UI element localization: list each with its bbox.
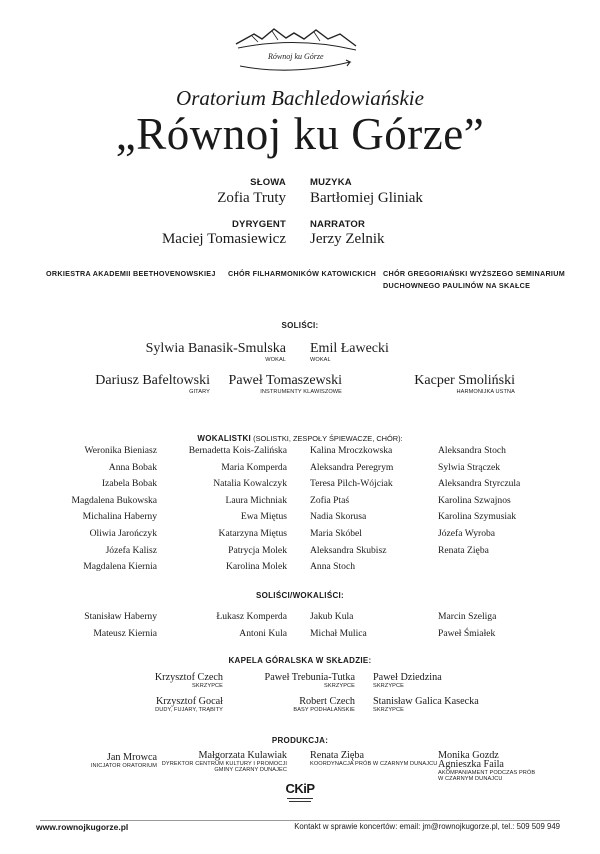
list-item: Aleksandra Skubisz — [310, 544, 387, 556]
conductor-label: DYRYGENT — [231, 219, 286, 230]
band-member-role: SKRZYPCE — [192, 683, 223, 689]
narrator-label: NARRATOR — [310, 219, 366, 230]
page-title: „Równoj ku Górze” — [115, 109, 485, 159]
band-member-name: Paweł Trebunia-Tutka — [264, 672, 355, 683]
logo — [232, 22, 362, 74]
list-item: Aleksandra Styrczula — [438, 478, 521, 490]
list-item: Jakub Kula — [310, 611, 354, 622]
production-entry — [160, 750, 287, 773]
soloist-entry — [310, 341, 389, 363]
soloists-heading: SOLIŚCI: — [281, 321, 319, 330]
band-member — [100, 696, 223, 713]
band-member — [220, 696, 355, 713]
music-label: MUZYKA — [310, 177, 352, 188]
production-role: W CZARNYM DUNAJCU — [438, 776, 503, 782]
soloists-vocal-col-3 — [310, 609, 435, 642]
list-item: Anna Bobak — [108, 461, 157, 473]
band-member-role: DUDY, FUJARY, TRĄBITY — [155, 707, 223, 713]
list-item: Paweł Śmiałek — [438, 627, 496, 639]
soloist-role: WOKAL — [310, 357, 331, 363]
soloist-role: WOKAL — [265, 357, 286, 363]
list-item: Kalina Mroczkowska — [310, 445, 393, 456]
vocalists-heading-sub: (SOLISTKI, ZESPOŁY ŚPIEWACZE, CHÓR): — [251, 434, 403, 443]
list-item: Michalina Haberny — [82, 511, 157, 523]
ckip-logo-line — [287, 798, 313, 799]
music-name: Bartłomiej Gliniak — [310, 190, 423, 206]
band-member-role: BASY PODHALAŃSKIE — [293, 707, 355, 713]
band-heading: KAPELA GÓRALSKA W SKŁADZIE: — [228, 656, 372, 665]
soloists-vocal-col-1 — [40, 609, 157, 642]
production-name: Małgorzata Kulawiak — [198, 750, 287, 761]
band-member-name: Stanisław Galica Kasecka — [373, 696, 479, 707]
soloist-entry — [60, 373, 210, 395]
subtitle: Oratorium Bachledowiańskie — [176, 86, 424, 110]
soloist-role: INSTRUMENTY KLAWISZOWE — [260, 389, 342, 395]
list-item: Patrycja Molek — [228, 544, 287, 556]
ensemble-choir: CHÓR FILHARMONIKÓW KATOWICKICH — [228, 269, 377, 278]
band-member-name: Robert Czech — [299, 696, 355, 707]
soloist-entry — [370, 373, 515, 395]
band-member-role: SKRZYPCE — [373, 707, 404, 713]
ckip-logo — [284, 782, 316, 808]
production-name: Jan Mrowca — [106, 752, 157, 763]
list-item: Ewa Miętus — [240, 511, 287, 523]
soloist-role: HARMONIJKA USTNA — [456, 389, 515, 395]
soloist-entry — [110, 341, 286, 363]
list-item: Karolina Szwajnos — [438, 494, 511, 506]
soloist-name: Dariusz Bafeltowski — [95, 373, 210, 388]
list-item: Zofia Ptaś — [310, 494, 350, 506]
band-member — [100, 672, 223, 689]
list-item: Natalia Kowalczyk — [213, 478, 287, 490]
list-item: Karolina Molek — [225, 561, 287, 573]
list-item: Nadia Skorusa — [310, 511, 367, 523]
list-item: Oliwia Jarończyk — [89, 527, 157, 539]
vocalists-col-2 — [160, 443, 287, 576]
soloist-role: GITARY — [189, 389, 210, 395]
list-item: Aleksandra Peregrym — [310, 461, 394, 473]
words-name: Zofia Truty — [217, 190, 286, 206]
ensemble-gregorian-line1: CHÓR GREGORIAŃSKI WYŻSZEGO SEMINARIUM — [383, 269, 566, 278]
list-item: Marcin Szeliga — [438, 611, 497, 622]
production-role: DYREKTOR CENTRUM KULTURY I PROMOCJI — [161, 761, 287, 767]
list-item: Antoni Kula — [239, 627, 287, 639]
band-member — [373, 672, 442, 689]
soloists-vocal-heading: SOLIŚCI/WOKALIŚCI: — [255, 591, 345, 600]
list-item: Michał Mulica — [310, 627, 367, 639]
production-entry — [438, 750, 535, 782]
soloist-name: Paweł Tomaszewski — [228, 373, 342, 388]
conductor-name: Maciej Tomasiewicz — [161, 231, 286, 247]
production-name: Renata Zięba — [310, 750, 365, 761]
soloists-vocal-col-4 — [438, 609, 558, 642]
vocalists-col-1 — [40, 443, 157, 576]
footer-website-link[interactable]: www.rownojkugorze.pl — [36, 822, 129, 832]
ckip-logo-text: CKiP — [285, 781, 315, 796]
production-entry — [60, 752, 157, 769]
band-member — [220, 672, 355, 689]
band-member — [373, 696, 479, 713]
list-item: Katarzyna Miętus — [218, 527, 287, 539]
list-item: Bernadetta Kois-Zalińska — [188, 445, 287, 456]
list-item: Aleksandra Stoch — [438, 445, 506, 456]
list-item: Laura Michniak — [225, 494, 287, 506]
band-member-role: SKRZYPCE — [373, 683, 404, 689]
production-role: INICJATOR ORATORIUM — [90, 763, 157, 769]
list-item: Maria Komperda — [221, 461, 287, 473]
soloist-entry — [200, 373, 342, 395]
list-item: Renata Zięba — [438, 544, 489, 556]
production-role: AKOMPANIAMENT PODCZAS PRÓB — [438, 770, 536, 776]
ensemble-gregorian-line2: DUCHOWNEGO PAULINÓW NA SKAŁCE — [383, 281, 531, 290]
list-item: Łukasz Komperda — [216, 611, 287, 622]
production-role: KOORDYNACJA PRÓB W CZARNYM DUNAJCU — [310, 761, 438, 767]
narrator-name: Jerzy Zelnik — [310, 231, 385, 247]
list-item: Izabela Bobak — [101, 478, 157, 490]
list-item: Mateusz Kiernia — [93, 627, 157, 639]
list-item: Anna Stoch — [310, 561, 356, 573]
vocalists-col-4 — [438, 443, 558, 559]
list-item: Sylwia Strączek — [438, 461, 501, 473]
soloist-name: Sylwia Banasik-Smulska — [145, 341, 286, 356]
soloist-name: Emil Ławecki — [310, 341, 389, 356]
band-member-name: Paweł Dziedzina — [373, 672, 442, 683]
list-item: Józefa Kalisz — [105, 544, 157, 556]
production-entry — [310, 750, 437, 767]
ensemble-orchestra: ORKIESTRA AKADEMII BEETHOVENOWSKIEJ — [46, 269, 216, 278]
soloists-vocal-col-2 — [160, 609, 287, 642]
list-item: Stanisław Haberny — [84, 611, 157, 622]
band-member-role: SKRZYPCE — [324, 683, 355, 689]
footer-contact: Kontakt w sprawie koncertów: email: jm@rownojkugorze.pl, tel.: 509 509 949 — [294, 822, 560, 831]
list-item: Maria Skóbel — [310, 527, 362, 539]
production-name: Agnieszka Faila — [438, 759, 504, 770]
production-role: GMINY CZARNY DUNAJEC — [214, 767, 287, 773]
list-item: Karolina Szymusiak — [438, 511, 517, 523]
band-member-name: Krzysztof Czech — [154, 672, 223, 683]
vocalists-heading-main: WOKALISTKI — [197, 434, 252, 443]
words-label: SŁOWA — [250, 177, 286, 188]
production-heading: PRODUKCJA: — [271, 736, 329, 745]
band-member-name: Krzysztof Gocał — [155, 696, 223, 707]
mountains-logo-icon — [232, 22, 362, 74]
list-item: Magdalena Bukowska — [71, 494, 157, 506]
logo-text: Równoj ku Górze — [268, 52, 324, 61]
list-item: Teresa Pilch-Wójciak — [310, 478, 393, 490]
list-item: Weronika Bieniasz — [84, 445, 157, 456]
vocalists-col-3 — [310, 443, 435, 576]
list-item: Magdalena Kiernia — [83, 561, 157, 573]
soloist-name: Kacper Smoliński — [414, 373, 515, 388]
production-name: Monika Gozdz — [438, 750, 499, 761]
ckip-logo-line — [289, 801, 311, 802]
list-item: Józefa Wyroba — [438, 527, 496, 539]
footer-divider — [40, 820, 560, 821]
